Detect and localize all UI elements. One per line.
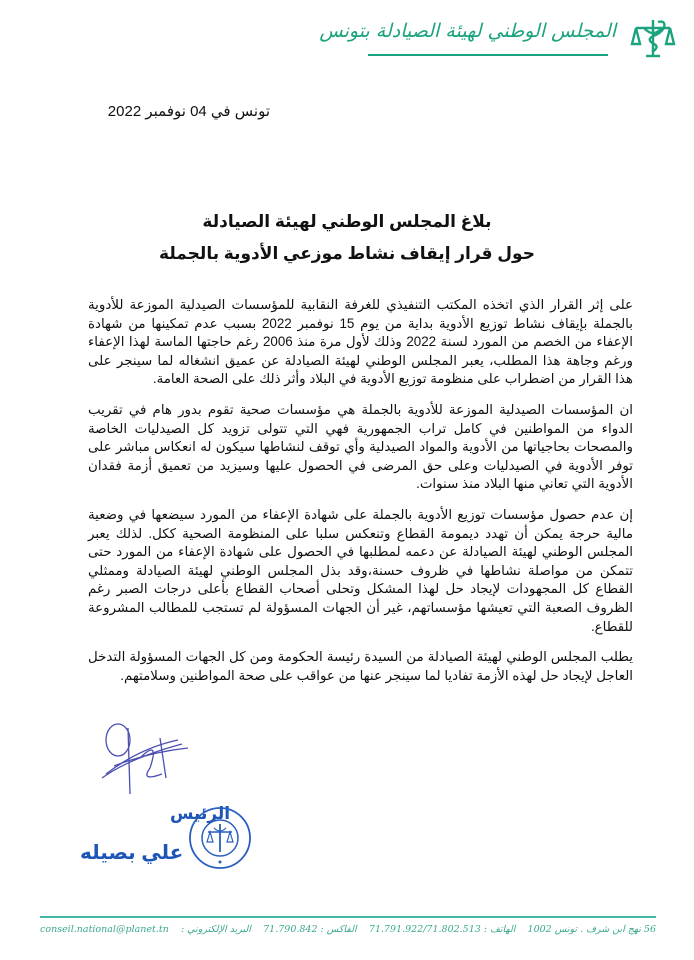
footer-email[interactable]: conseil.national@planet.tn [40,924,169,935]
paragraph-4: يطلب المجلس الوطني لهيئة الصيادلة من السيدة رئيسة الحكومة ومن كل الجهات المسؤولة التدخل العاجل لإيجاد حل لهذه الأزمة تفاديا لما سينجر عنها من عواقب على صحة المواطنين وسلامتهم. [88,649,633,683]
title-line-2: حول قرار إيقاف نشاط موزعي الأدوية بالجملة [159,244,535,263]
footer-phone: الهاتف : 71.791.922/71.802.513 [368,924,516,935]
header-rule [368,54,608,56]
footer-email-label: البريد الإلكتروني : [180,924,251,935]
paragraph-2: ان المؤسسات الصيدلية الموزعة للأدوية بالجملة هي مؤسسات صحية تقوم بدور هام في تقريب الدواء من المواطنين في كامل تراب الجمهورية فهي التي تتولى تزويد كل الصيدليات الخاصة والمصحات بحاجياتها من الأدوية والمواد الصيدلية وأي توقف لنشاطها سيكون له انعكاس مباشر على توفر الأدوية في الصيدليات وعلى حق المرضى في الحصول عليها وسيزيد من تعميق أزمة فقدان الأدوية التي تعاني منها البلاد منذ سنوات. [88,401,633,492]
signatory-name: علي بصيله [80,842,184,864]
footer-rule [40,916,656,918]
paragraph-1: على إثر القرار الذي اتخذه المكتب التنفيذي للغرفة النقابية للمؤسسات الصيدلية الموزعة للأدوية بالجملة بإيقاف نشاط توزيع الأدوية بداية من يوم 15 نوفمبر 2022 بسبب عدم تمكينها من شهادة الإعفاء من الخصم من المورد لسنة 2022 وذلك لأول مرة منذ 2006 رغم حاجتها الماسة لهذا الإعفاء ورغم وجاهة هذا المطلب، يعبر المجلس الوطني لهيئة الصيادلة عن عميق انشغاله لما سينجر على هذا القرار من اضطراب على منظومة توزيع الأدوية في البلاد وأثر ذلك على الصحة العامة. [88,297,633,387]
footer-fax: الفاكس : 71.790.842 [263,924,357,935]
signatory-title: الرئيس [170,804,231,823]
handwritten-signature-icon [100,718,190,798]
title-line-1: بلاغ المجلس الوطني لهيئة الصيادلة [202,212,492,231]
pharmacy-scales-logo-icon [630,14,676,60]
letter-body [88,296,633,697]
document-titles [0,206,694,270]
footer-address: 56 نهج ابن شرف . تونس 1002 [527,924,656,935]
footer-contact [40,924,656,935]
org-name: المجلس الوطني لهيئة الصيادلة بتونس [319,20,616,42]
paragraph-3: إن عدم حصول مؤسسات توزيع الأدوية بالجملة على شهادة الإعفاء من المورد سيضعها في وضعية مالية حرجة يمكن أن تهدد ديمومة القطاع وتنعكس سلبا على المنظومة الصحية ككل. لذلك يعبر المجلس الوطني لهيئة الصيادلة عن دعمه لمطلبها في الحصول على شهادة الإعفاء من المورد حتى تتمكن من مواصلة نشاطها في ظروف حسنة،وقد بذل المجلس الوطني لهيئة الصيادلة وممثلي القطاع كل المجهودات لإيجاد حل لهذا المشكل وتحلى أصحاب القطاع بأعلى درجات الصبر رغم الظروف الصعبة التي تعيشها مؤسساتهم، غير أن الجهات المسؤولة لم تستجب للمطالب المشروعة للقطاع. [88,506,633,634]
official-stamp-icon [188,806,252,870]
letter-date: تونس في 04 نوفمبر 2022 [107,103,270,120]
letterhead [296,14,676,64]
